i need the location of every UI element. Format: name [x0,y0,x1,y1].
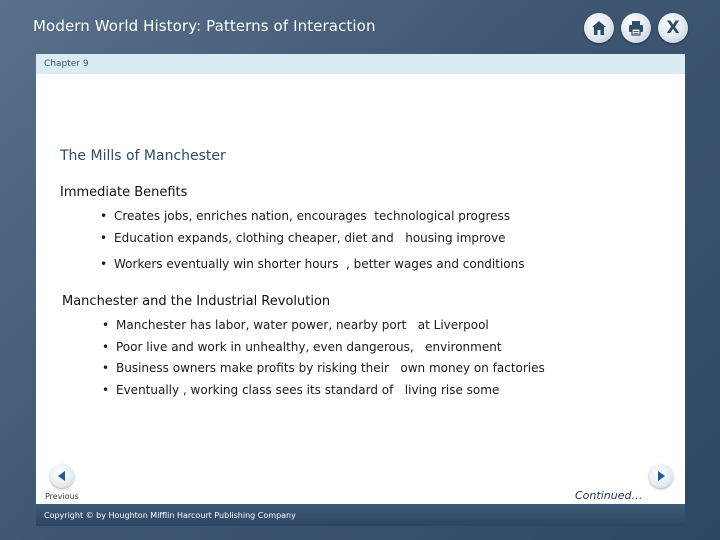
slide-content [36,74,685,504]
next-button[interactable] [649,464,673,488]
bullet-dot: • [102,318,110,332]
bullet-text: Creates jobs, enriches nation, encourages technological progress [114,209,511,223]
list-item [102,340,502,354]
slide-title: The Mills of Manchester [60,148,226,164]
print-button[interactable] [621,13,651,43]
arrow-right-icon [655,470,667,482]
bullet-text: Poor live and work in unhealthy, even dangerous, environment [116,340,502,354]
list-item [102,383,499,397]
copyright-text: Copyright © by Houghton Mifflin Harcourt Publishing Company [44,511,296,520]
bullet-text: Eventually , working class sees its standard of living rise some [116,383,500,397]
bullet-dot: • [102,361,110,375]
bullet-text: Workers eventually win shorter hours , better wages and conditions [114,257,525,271]
arrow-left-icon [56,470,68,482]
section-heading: Immediate Benefits [60,185,188,200]
chapter-bar [36,54,685,74]
bullet-dot: • [102,340,110,354]
bullet-dot: • [100,257,108,271]
chapter-label: Chapter 9 [44,59,89,69]
bullet-dot: • [100,231,108,245]
list-item [100,231,506,245]
next-label[interactable]: Next [652,491,671,500]
bullet-dot: • [102,383,110,397]
list-item [102,318,489,332]
close-button[interactable] [658,13,688,43]
print-icon [627,19,645,37]
footer-bar [36,504,685,526]
bullet-text: Manchester has labor, water power, nearby port at Liverpool [116,318,489,332]
previous-label[interactable]: Previous [45,492,79,501]
previous-button[interactable] [50,464,74,488]
list-item [100,209,510,223]
section-heading: Manchester and the Industrial Revolution [62,294,331,309]
bullet-dot: • [100,209,108,223]
close-icon: X [666,18,680,38]
home-icon [590,19,608,37]
app-title: Modern World History: Patterns of Interaction [33,17,376,35]
continued-label: Continued… [575,489,643,502]
home-button[interactable] [584,13,614,43]
bullet-text: Education expands, clothing cheaper, diet and housing improve [114,231,506,245]
bullet-text: Business owners make profits by risking their own money on factories [116,361,545,375]
list-item [102,361,545,375]
list-item [100,257,525,271]
